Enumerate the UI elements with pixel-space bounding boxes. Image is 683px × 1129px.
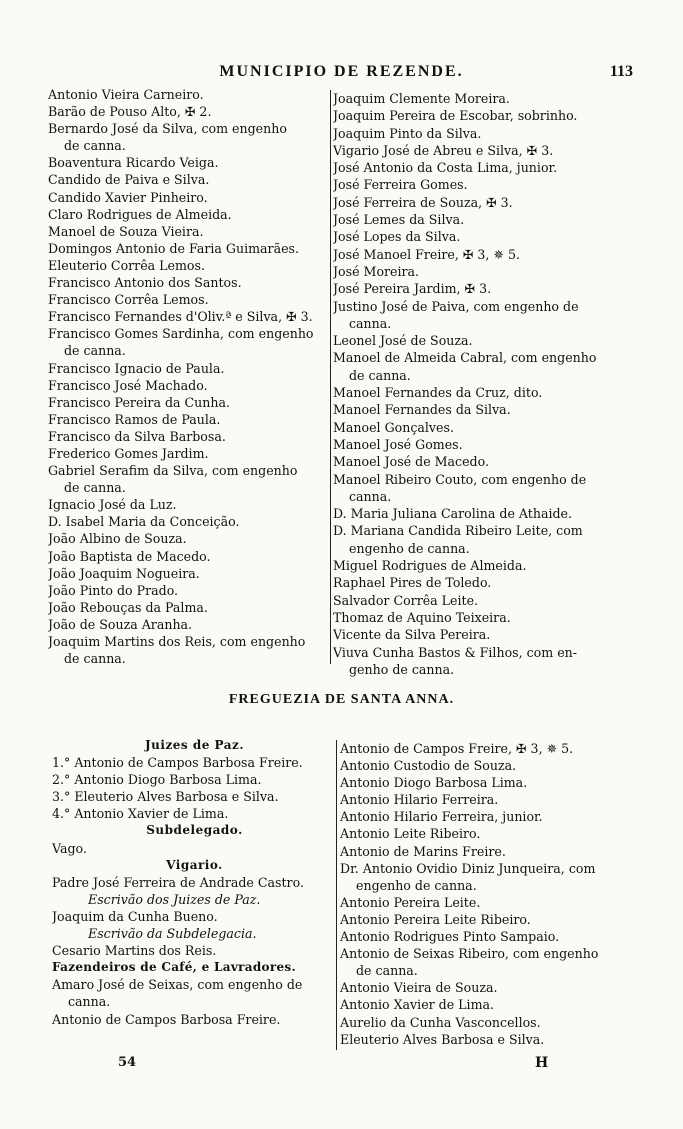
list-item: Miguel Rodrigues de Almeida.	[333, 558, 527, 574]
list-item: Manoel de Almeida Cabral, com engenho	[333, 350, 597, 366]
list-item: Manoel de Souza Vieira.	[48, 223, 204, 239]
list-item: Francisco Antonio dos Santos.	[48, 275, 242, 291]
page-number: 113	[609, 63, 633, 80]
list-item: Padre José Ferreira de Andrade Castro.	[52, 874, 304, 890]
list-item: Boaventura Ricardo Veiga.	[48, 155, 219, 171]
list-item: Raphael Pires de Toledo.	[333, 575, 492, 591]
list-item: Antonio Custodio de Souza.	[340, 758, 517, 774]
list-item: Antonio Pereira Leite Ribeiro.	[340, 911, 531, 927]
list-item: Joaquim Martins dos Reis, com engenho	[48, 634, 306, 649]
list-item: Francisco Ramos de Paula.	[48, 411, 221, 427]
list-item: Antonio de Seixas Ribeiro, com engenho	[340, 946, 599, 962]
list-item: D. Maria Juliana Carolina de Athaide.	[333, 506, 573, 522]
list-item: Joaquim Clemente Moreira.	[333, 91, 510, 106]
list-item: Claro Rodrigues de Almeida.	[48, 206, 232, 222]
list-item: Candido Xavier Pinheiro.	[48, 189, 208, 205]
list-item: José Pereira Jardim, ✠ 3.	[333, 281, 492, 297]
list-item: Cesario Martins dos Reis.	[52, 943, 217, 959]
list-item: Manoel Fernandes da Cruz, dito.	[333, 385, 543, 401]
list-item: Frederico Gomes Jardim.	[48, 445, 209, 461]
list-item: Antonio Hilario Ferreira.	[340, 792, 499, 808]
list-item: Gabriel Serafim da Silva, com engenho	[48, 463, 298, 479]
list-item: João de Souza Aranha.	[48, 616, 193, 632]
list-item: 4.° Antonio Xavier de Lima.	[52, 806, 229, 822]
list-item: de canna.	[349, 367, 411, 383]
list-item: Joaquim Pereira de Escobar, sobrinho.	[333, 108, 578, 124]
list-item: Antonio de Marins Freire.	[340, 843, 506, 859]
list-item: João Albino de Souza.	[48, 531, 187, 547]
list-item: Francisco Ignacio de Paula.	[48, 360, 225, 376]
section-heading: Fazendeiros de Café, e Lavradores.	[52, 960, 296, 975]
section-heading: Vigario.	[166, 857, 223, 872]
list-item: João Baptista de Macedo.	[48, 548, 211, 564]
list-item: Manoel José Gomes.	[333, 436, 463, 452]
list-item: José Lemes da Silva.	[333, 212, 465, 228]
list-item: 3.° Eleuterio Alves Barbosa e Silva.	[52, 789, 279, 805]
list-item: Joaquim da Cunha Bueno.	[52, 908, 218, 924]
list-item: Thomaz de Aquino Teixeira.	[333, 609, 511, 625]
list-item: Vicente da Silva Pereira.	[333, 627, 491, 643]
list-item: Ignacio José da Luz.	[48, 497, 177, 513]
list-item: Antonio Vieira de Souza.	[340, 980, 498, 996]
left-column-1	[48, 86, 330, 667]
list-item: Domingos Antonio de Faria Guimarães.	[48, 240, 300, 256]
right-column-1	[333, 90, 615, 678]
list-item: D. Isabel Maria da Conceição.	[48, 514, 240, 530]
list-item: Leonel José de Souza.	[333, 333, 473, 349]
list-item: Antonio de Campos Freire, ✠ 3, ✵ 5.	[340, 741, 574, 756]
section-title: FREGUEZIA DE SANTA ANNA.	[228, 692, 455, 707]
list-item: Amaro José de Seixas, com engenho de	[52, 977, 303, 993]
list-item: Vigario José de Abreu e Silva, ✠ 3.	[333, 142, 554, 158]
list-item: Justino José de Paiva, com engenho de	[333, 298, 579, 314]
list-item: João Pinto do Prado.	[48, 582, 179, 598]
list-item: Eleuterio Alves Barbosa e Silva.	[340, 1031, 545, 1047]
list-item: canna.	[349, 488, 392, 504]
column-divider	[330, 90, 331, 664]
list-item: José Manoel Freire, ✠ 3, ✵ 5.	[333, 246, 520, 262]
list-item: Escrivão dos Juizes de Paz.	[88, 891, 261, 907]
list-item: José Ferreira de Souza, ✠ 3.	[333, 194, 513, 210]
list-item: de canna.	[64, 138, 126, 154]
list-item: Manoel Ribeiro Couto, com engenho de	[333, 471, 587, 487]
list-item: Francisco Gomes Sardinha, com engenho	[48, 326, 314, 342]
list-item: Salvador Corrêa Leite.	[333, 592, 479, 608]
list-item: José Moreira.	[333, 263, 420, 279]
list-item: Antonio Hilario Ferreira, junior.	[340, 809, 543, 825]
list-item: 1.° Antonio de Campos Barbosa Freire.	[52, 755, 303, 771]
list-item: engenho de canna.	[349, 540, 470, 556]
list-item: Antonio Rodrigues Pinto Sampaio.	[340, 929, 560, 945]
list-item: D. Mariana Candida Ribeiro Leite, com	[333, 523, 583, 539]
list-item: canna.	[349, 315, 392, 331]
list-item: José Lopes da Silva.	[333, 229, 461, 245]
list-item: Dr. Antonio Ovidio Diniz Junqueira, com	[340, 860, 596, 876]
list-item: José Antonio da Costa Lima, junior.	[333, 160, 558, 176]
list-item: Francisco Corrêa Lemos.	[48, 292, 209, 308]
list-item: Candido de Paiva e Silva.	[48, 172, 210, 188]
page-header-title: MUNICIPIO DE REZENDE.	[219, 63, 464, 80]
list-item: Viuva Cunha Bastos & Filhos, com en-	[333, 644, 578, 660]
list-item: Eleuterio Corrêa Lemos.	[48, 257, 205, 273]
list-item: Antonio Diogo Barbosa Lima.	[340, 775, 528, 791]
list-item: Francisco Pereira da Cunha.	[48, 394, 231, 410]
list-item: Bernardo José da Silva, com engenho	[48, 121, 287, 137]
list-item: de canna.	[356, 963, 418, 979]
list-item: Joaquim Pinto da Silva.	[333, 125, 482, 141]
list-item: Antonio de Campos Barbosa Freire.	[52, 1011, 281, 1027]
signature-mark: 54	[118, 1055, 137, 1070]
list-item: Escrivão da Subdelegacia.	[88, 926, 257, 942]
list-item: Vago.	[52, 840, 87, 856]
list-item: Manoel Gonçalves.	[333, 419, 454, 435]
list-item: Antonio Vieira Carneiro.	[48, 87, 204, 102]
list-item: Antonio Xavier de Lima.	[340, 997, 495, 1013]
section-heading: Subdelegado.	[146, 823, 243, 838]
list-item: Francisco José Machado.	[48, 377, 208, 393]
list-item: Francisco Fernandes d'Oliv.ª e Silva, ✠ 3.	[48, 309, 313, 325]
list-item: Antonio Leite Ribeiro.	[340, 826, 481, 842]
list-item: João Rebouças da Palma.	[48, 599, 208, 615]
list-item: 2.° Antonio Diogo Barbosa Lima.	[52, 772, 262, 788]
list-item: engenho de canna.	[356, 877, 477, 893]
list-item: Manoel Fernandes da Silva.	[333, 402, 511, 418]
list-item: Francisco da Silva Barbosa.	[48, 428, 226, 444]
footer-mark: H	[535, 1055, 549, 1071]
right-column-2	[340, 740, 620, 1048]
list-item: canna.	[68, 994, 111, 1010]
list-item: de canna.	[64, 343, 126, 359]
section-heading: Juizes de Paz.	[144, 738, 244, 752]
list-item: genho de canna.	[349, 661, 455, 677]
list-item: Antonio Pereira Leite.	[340, 894, 481, 910]
list-item: José Ferreira Gomes.	[333, 177, 468, 193]
list-item: João Joaquim Nogueira.	[48, 565, 200, 581]
list-item: Manoel José de Macedo.	[333, 454, 489, 470]
left-column-2	[52, 737, 337, 1028]
list-item: de canna.	[64, 480, 126, 496]
list-item: de canna.	[64, 651, 126, 667]
list-item: Barão de Pouso Alto, ✠ 2.	[48, 104, 212, 120]
list-item: Aurelio da Cunha Vasconcellos.	[340, 1014, 541, 1030]
